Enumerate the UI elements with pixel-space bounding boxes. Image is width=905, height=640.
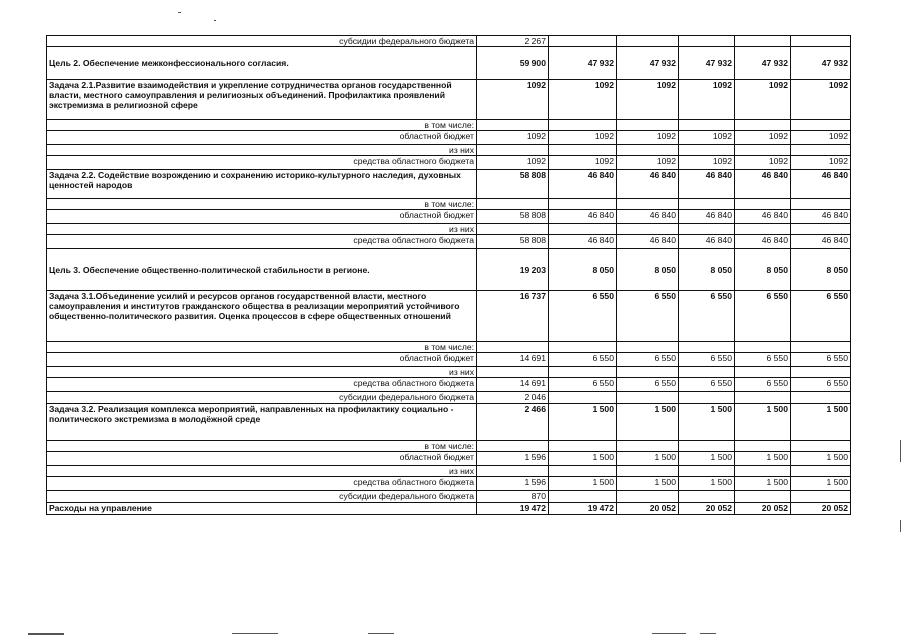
row-value-col-1: [477, 367, 549, 378]
row-value-col-2: [549, 145, 617, 156]
row-value-col-1: 1092: [477, 80, 549, 120]
row-value-col-2: [549, 367, 617, 378]
row-value-col-4: [679, 441, 735, 452]
table-row: [47, 441, 851, 452]
row-value-col-4: [679, 120, 735, 131]
row-value-col-2: 46 840: [549, 170, 617, 199]
row-value-col-5: [735, 199, 791, 210]
row-value-col-6: 46 840: [791, 210, 851, 224]
row-label: областной бюджет: [47, 452, 477, 466]
table-row: [47, 491, 851, 503]
row-value-col-2: [549, 342, 617, 353]
row-value-col-4: 1092: [679, 131, 735, 145]
table-row: [47, 235, 851, 249]
row-value-col-4: 47 932: [679, 47, 735, 80]
row-value-col-5: 46 840: [735, 170, 791, 199]
row-label: Цель 3. Обеспечение общественно-политической стабильности в регионе.: [47, 249, 477, 291]
row-value-col-3: [617, 441, 679, 452]
row-value-col-6: 1 500: [791, 404, 851, 441]
row-value-col-5: 8 050: [735, 249, 791, 291]
row-label: средства областного бюджета: [47, 235, 477, 249]
row-value-col-6: 1 500: [791, 477, 851, 491]
row-value-col-5: 46 840: [735, 235, 791, 249]
row-value-col-4: 46 840: [679, 170, 735, 199]
row-label: областной бюджет: [47, 210, 477, 224]
row-value-col-1: [477, 145, 549, 156]
row-label: Цель 2. Обеспечение межконфессионального согласия.: [47, 47, 477, 80]
row-value-col-6: 47 932: [791, 47, 851, 80]
row-value-col-2: [549, 36, 617, 47]
row-label: из них: [47, 224, 477, 235]
row-label: областной бюджет: [47, 131, 477, 145]
row-label: субсидии федерального бюджета: [47, 36, 477, 47]
row-value-col-4: [679, 392, 735, 404]
row-label: в том числе:: [47, 342, 477, 353]
row-value-col-6: [791, 466, 851, 477]
row-value-col-5: 20 052: [735, 503, 791, 515]
row-value-col-6: 46 840: [791, 235, 851, 249]
scan-artifact: [700, 633, 716, 634]
row-label: из них: [47, 466, 477, 477]
row-value-col-2: [549, 392, 617, 404]
row-value-col-2: [549, 491, 617, 503]
row-value-col-6: [791, 491, 851, 503]
row-value-col-3: 20 052: [617, 503, 679, 515]
scan-artifact: [368, 633, 394, 634]
row-value-col-3: 46 840: [617, 210, 679, 224]
row-value-col-3: [617, 367, 679, 378]
table-row: [47, 477, 851, 491]
row-value-col-2: 6 550: [549, 353, 617, 367]
scan-artifact: [214, 20, 216, 21]
row-value-col-2: 6 550: [549, 378, 617, 392]
row-value-col-2: [549, 441, 617, 452]
row-value-col-6: 8 050: [791, 249, 851, 291]
row-value-col-2: 46 840: [549, 210, 617, 224]
row-label: субсидии федерального бюджета: [47, 491, 477, 503]
row-value-col-1: 58 808: [477, 170, 549, 199]
row-value-col-2: 1 500: [549, 404, 617, 441]
row-value-col-2: 6 550: [549, 291, 617, 342]
table-row: [47, 47, 851, 80]
row-value-col-2: 1092: [549, 156, 617, 170]
row-value-col-4: 8 050: [679, 249, 735, 291]
row-value-col-1: 19 203: [477, 249, 549, 291]
row-value-col-2: 47 932: [549, 47, 617, 80]
row-value-col-4: 6 550: [679, 353, 735, 367]
row-value-col-1: 2 267: [477, 36, 549, 47]
row-value-col-3: 47 932: [617, 47, 679, 80]
row-value-col-5: 1092: [735, 80, 791, 120]
row-value-col-3: 6 550: [617, 353, 679, 367]
row-label: Задача 3.2. Реализация комплекса мероприятий, направленных на профилактику социально - политического экстремизма в молодёжной среде: [47, 404, 477, 441]
row-value-col-6: [791, 342, 851, 353]
row-value-col-6: 6 550: [791, 291, 851, 342]
row-label: в том числе:: [47, 120, 477, 131]
row-value-col-2: [549, 224, 617, 235]
row-value-col-5: 46 840: [735, 210, 791, 224]
row-value-col-4: [679, 224, 735, 235]
row-value-col-5: [735, 441, 791, 452]
row-value-col-6: 1092: [791, 156, 851, 170]
row-value-col-5: 6 550: [735, 291, 791, 342]
row-value-col-1: 1 596: [477, 477, 549, 491]
row-value-col-3: 1 500: [617, 477, 679, 491]
row-value-col-3: 6 550: [617, 378, 679, 392]
row-value-col-1: [477, 199, 549, 210]
row-value-col-3: [617, 466, 679, 477]
row-value-col-6: 6 550: [791, 353, 851, 367]
row-value-col-4: [679, 367, 735, 378]
row-value-col-4: [679, 145, 735, 156]
row-value-col-3: [617, 145, 679, 156]
row-label: средства областного бюджета: [47, 156, 477, 170]
table-row: [47, 452, 851, 466]
scan-artifact: [900, 440, 901, 462]
row-value-col-6: [791, 367, 851, 378]
row-value-col-4: 6 550: [679, 291, 735, 342]
row-value-col-2: 46 840: [549, 235, 617, 249]
row-value-col-1: 58 808: [477, 210, 549, 224]
table-row: [47, 249, 851, 291]
budget-table-body: [47, 36, 851, 515]
row-value-col-1: 2 046: [477, 392, 549, 404]
row-value-col-5: 6 550: [735, 353, 791, 367]
row-value-col-6: 6 550: [791, 378, 851, 392]
row-value-col-5: [735, 145, 791, 156]
scan-artifact: [28, 633, 64, 635]
row-value-col-1: 16 737: [477, 291, 549, 342]
row-value-col-3: 1 500: [617, 452, 679, 466]
row-label: в том числе:: [47, 441, 477, 452]
row-value-col-5: 1 500: [735, 477, 791, 491]
table-row: [47, 378, 851, 392]
row-value-col-1: [477, 342, 549, 353]
row-value-col-5: [735, 224, 791, 235]
row-value-col-4: [679, 466, 735, 477]
row-value-col-6: 1 500: [791, 452, 851, 466]
row-value-col-1: 1 596: [477, 452, 549, 466]
row-label: из них: [47, 367, 477, 378]
row-value-col-5: [735, 367, 791, 378]
table-row: [47, 156, 851, 170]
row-value-col-3: [617, 224, 679, 235]
row-value-col-2: [549, 466, 617, 477]
row-value-col-6: 20 052: [791, 503, 851, 515]
row-value-col-4: 46 840: [679, 210, 735, 224]
scan-artifact: [232, 633, 278, 634]
row-value-col-5: 6 550: [735, 378, 791, 392]
row-value-col-4: 1 500: [679, 404, 735, 441]
row-value-col-1: 1092: [477, 156, 549, 170]
row-label: областной бюджет: [47, 353, 477, 367]
row-value-col-3: [617, 491, 679, 503]
table-row: [47, 210, 851, 224]
row-value-col-1: 19 472: [477, 503, 549, 515]
row-value-col-5: 1092: [735, 131, 791, 145]
row-value-col-1: [477, 120, 549, 131]
table-row: [47, 404, 851, 441]
row-value-col-6: [791, 224, 851, 235]
row-value-col-3: 46 840: [617, 235, 679, 249]
row-value-col-1: [477, 441, 549, 452]
row-value-col-3: 6 550: [617, 291, 679, 342]
row-value-col-1: 14 691: [477, 378, 549, 392]
row-value-col-3: [617, 199, 679, 210]
row-value-col-1: 59 900: [477, 47, 549, 80]
row-value-col-4: 1092: [679, 80, 735, 120]
row-value-col-4: 1092: [679, 156, 735, 170]
table-row: [47, 36, 851, 47]
table-row: [47, 131, 851, 145]
row-value-col-3: 1092: [617, 131, 679, 145]
row-value-col-4: 46 840: [679, 235, 735, 249]
row-value-col-6: [791, 441, 851, 452]
row-label: субсидии федерального бюджета: [47, 392, 477, 404]
row-value-col-1: 14 691: [477, 353, 549, 367]
row-value-col-5: 1092: [735, 156, 791, 170]
row-value-col-1: [477, 224, 549, 235]
row-label: из них: [47, 145, 477, 156]
row-value-col-3: [617, 392, 679, 404]
table-row: [47, 224, 851, 235]
row-value-col-2: 19 472: [549, 503, 617, 515]
scan-artifact: [652, 633, 686, 634]
row-value-col-5: 1 500: [735, 404, 791, 441]
row-label: Задача 2.2. Содействие возрождению и сохранению историко-культурного наследия, духовных ценностей народов: [47, 170, 477, 199]
row-value-col-4: [679, 36, 735, 47]
scan-artifact: [900, 520, 901, 532]
row-value-col-2: 1 500: [549, 452, 617, 466]
table-row: [47, 353, 851, 367]
row-value-col-2: 8 050: [549, 249, 617, 291]
row-value-col-3: [617, 120, 679, 131]
row-value-col-5: [735, 342, 791, 353]
row-value-col-3: 46 840: [617, 170, 679, 199]
row-label: Задача 2.1.Развитие взаимодействия и укрепление сотрудничества органов государственной власти, местного самоуправления и религиозных объединений. Профилактика проявлений экстремизма в религиозной сфере: [47, 80, 477, 120]
row-value-col-1: [477, 466, 549, 477]
row-value-col-3: 1092: [617, 156, 679, 170]
row-label: в том числе:: [47, 199, 477, 210]
row-value-col-2: [549, 120, 617, 131]
row-value-col-6: 1092: [791, 131, 851, 145]
table-row: [47, 466, 851, 477]
row-value-col-4: 1 500: [679, 477, 735, 491]
row-value-col-6: [791, 120, 851, 131]
table-row: [47, 145, 851, 156]
row-value-col-4: [679, 491, 735, 503]
row-value-col-6: [791, 199, 851, 210]
row-value-col-5: [735, 120, 791, 131]
row-value-col-4: [679, 342, 735, 353]
row-label: Расходы на управление: [47, 503, 477, 515]
row-value-col-5: 47 932: [735, 47, 791, 80]
row-label: Задача 3.1.Объединение усилий и ресурсов органов государственной власти, местного самоуправления и институтов гражданского общества в реализации мероприятий устойчивого общественно-политического развития. Оценка процессов в сфере общественных отношений: [47, 291, 477, 342]
row-value-col-3: 8 050: [617, 249, 679, 291]
table-row: [47, 170, 851, 199]
row-value-col-6: 46 840: [791, 170, 851, 199]
row-value-col-3: 1 500: [617, 404, 679, 441]
row-value-col-5: [735, 466, 791, 477]
table-row: [47, 291, 851, 342]
row-value-col-3: [617, 342, 679, 353]
row-value-col-4: 1 500: [679, 452, 735, 466]
table-row: [47, 392, 851, 404]
row-label: средства областного бюджета: [47, 477, 477, 491]
table-row: [47, 80, 851, 120]
row-value-col-6: [791, 36, 851, 47]
row-value-col-3: [617, 36, 679, 47]
row-value-col-2: [549, 199, 617, 210]
row-value-col-5: [735, 491, 791, 503]
row-value-col-1: 870: [477, 491, 549, 503]
row-value-col-5: [735, 36, 791, 47]
row-value-col-6: 1092: [791, 80, 851, 120]
row-value-col-1: 58 808: [477, 235, 549, 249]
row-value-col-4: [679, 199, 735, 210]
row-value-col-1: 2 466: [477, 404, 549, 441]
row-value-col-5: [735, 392, 791, 404]
table-row: [47, 503, 851, 515]
row-value-col-3: 1092: [617, 80, 679, 120]
row-label: средства областного бюджета: [47, 378, 477, 392]
row-value-col-6: [791, 392, 851, 404]
row-value-col-5: 1 500: [735, 452, 791, 466]
table-row: [47, 120, 851, 131]
row-value-col-6: [791, 145, 851, 156]
row-value-col-2: 1092: [549, 131, 617, 145]
row-value-col-1: 1092: [477, 131, 549, 145]
table-row: [47, 367, 851, 378]
scan-artifact: [178, 12, 181, 13]
table-row: [47, 199, 851, 210]
row-value-col-2: 1 500: [549, 477, 617, 491]
budget-table: [46, 35, 851, 515]
row-value-col-4: 20 052: [679, 503, 735, 515]
table-row: [47, 342, 851, 353]
row-value-col-4: 6 550: [679, 378, 735, 392]
row-value-col-2: 1092: [549, 80, 617, 120]
